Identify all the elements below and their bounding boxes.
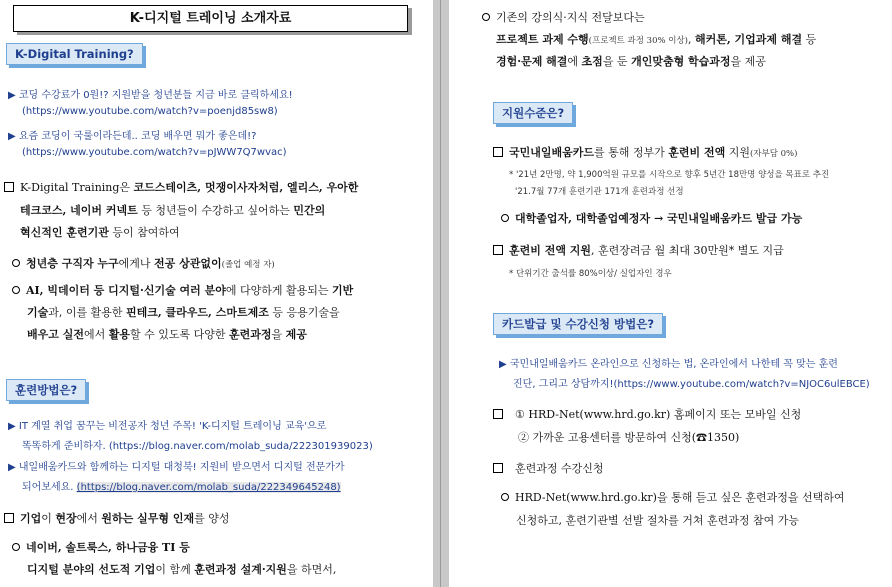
bullet-project-line3: 경험·문제 해결에 초점을 둔 개인맞춤형 학습과정을 제공 <box>496 55 766 68</box>
youtube-link-2[interactable]: ▶ 요즘 코딩이 국룰이라든데.. 코딩 배우면 뭐가 좋은데!? <box>8 131 257 142</box>
left-page <box>0 0 433 587</box>
bullet-companies: 네이버, 솔트룩스, 하나금융 TI 등 <box>12 539 190 555</box>
bullet-tech-line1: AI, 빅데이터 등 디지털·신기술 여러 분야에 다양하게 활용되는 기반 <box>12 282 353 298</box>
paragraph-intro-line3: 혁신적인 훈련기관 등이 참여하여 <box>20 226 180 239</box>
square-bullet-icon <box>493 147 503 157</box>
note-plan: * '21년 2만명, 약 1,900억원 규모를 시작으로 향후 5년간 18만명 양성을 목표로 추진 <box>509 170 830 180</box>
section-card-application: 카드발급 및 수강신청 방법은? <box>493 313 663 335</box>
blog-link-1-line2[interactable]: 똑똑하게 준비하자. (https://blog.naver.com/molab_suda/222301939023) <box>22 441 373 452</box>
circle-bullet-icon <box>12 286 20 294</box>
triangle-bullet-icon: ▶ <box>8 131 19 142</box>
youtube-link-1[interactable]: ▶ 코딩 수강료가 0원!? 지원받을 청년분들 지금 바로 클릭하세요! <box>8 90 293 101</box>
bullet-tech-line3: 배우고 실전에서 활용할 수 있도록 다양한 훈련과정을 제공 <box>27 328 307 341</box>
square-bullet-icon <box>493 409 503 419</box>
paragraph-card-support: 국민내일배움카드를 통해 정부가 훈련비 전액 지원(자부담 0%) <box>493 144 797 160</box>
circle-bullet-icon <box>482 13 490 21</box>
triangle-bullet-icon: ▶ <box>8 421 19 432</box>
paragraph-intro-line1: K-Digital Training은 코드스테이츠, 멋쟁이사자처럼, 엘리스, 우아한 <box>4 179 358 195</box>
section-support-level: 지원수준은? <box>493 102 573 124</box>
paragraph-intro-line2: 테크코스, 네이버 커넥트 등 청년들이 수강하고 싶어하는 민간의 <box>20 204 326 217</box>
youtube-url-2[interactable]: (https://www.youtube.com/watch?v=pJWW7Q7wvac) <box>22 147 287 158</box>
page-divider <box>440 0 441 587</box>
square-bullet-icon <box>493 463 503 473</box>
page-gutter <box>433 0 449 587</box>
paragraph-enterprise: 기업이 현장에서 원하는 실무형 인재를 양성 <box>4 510 229 526</box>
blog-url-2[interactable]: (https://blog.naver.com/molab_suda/222349645248) <box>76 482 341 493</box>
blog-link-2-line1[interactable]: ▶ 내일배움카드와 함께하는 디지털 대청북! 지원비 받으면서 디지털 전문가가 <box>8 462 345 473</box>
youtube-link-card-line1[interactable]: ▶ 국민내일배움카드 온라인으로 신청하는 법, 온라인에서 나한테 꼭 맞는 훈련 <box>499 359 838 370</box>
square-bullet-icon <box>4 513 14 523</box>
bullet-project-line2: 프로젝트 과제 수행(프로젝트 과정 30% 이상), 해커톤, 기업과제 해결 등 <box>496 33 817 46</box>
youtube-url-1[interactable]: (https://www.youtube.com/watch?v=poenjd85sw8) <box>22 106 278 117</box>
bullet-companies-line2: 디지털 분야의 선도적 기업이 함께 훈련과정 설계·지원을 하면서, <box>27 563 337 576</box>
triangle-bullet-icon: ▶ <box>8 90 19 101</box>
bullet-course-apply-line2: 신청하고, 훈련기관별 선발 절차를 거쳐 훈련과정 참여 가능 <box>516 514 799 527</box>
document-title: K-디지털 트레이닝 소개자료 <box>13 5 408 32</box>
circle-bullet-icon <box>12 259 20 267</box>
right-page <box>449 0 892 587</box>
youtube-link-card-line2[interactable]: 진단, 그리고 상담까지!(https://www.youtube.com/watch?v=NJOC6ulEBCE) <box>513 379 870 390</box>
blog-link-2-line2[interactable]: 되어보세요. (https://blog.naver.com/molab_suda/222349645248) <box>22 482 341 493</box>
section-kdt: K-Digital Training? <box>6 43 143 65</box>
bullet-tech-line2: 기술과, 이를 활용한 핀테크, 클라우드, 스마트제조 등 응용기술을 <box>27 306 340 319</box>
circle-bullet-icon <box>12 543 20 551</box>
bullet-eligibility: 대학졸업자, 대학졸업예정자 → 국민내일배움카드 발급 가능 <box>501 210 802 226</box>
paragraph-full-support: 훈련비 전액 지원, 훈련장려금 월 최대 30만원* 별도 지급 <box>493 242 784 258</box>
step-employment-center: ② 가까운 고용센터를 방문하여 신청(☎1350) <box>518 431 740 444</box>
circle-bullet-icon <box>501 493 509 501</box>
bullet-course-apply-line1: HRD-Net(www.hrd.go.kr)을 통해 듣고 싶은 훈련과정을 선택하여 <box>501 489 844 505</box>
triangle-bullet-icon: ▶ <box>8 462 19 473</box>
note-attendance: * 단위기간 출석률 80%이상/ 실업자인 경우 <box>509 269 672 279</box>
bullet-target: 청년층 구직자 누구에게나 전공 상관없이(졸업 예정 자) <box>12 255 275 271</box>
paragraph-course-apply: 훈련과정 수강신청 <box>493 460 604 476</box>
blog-link-1-line1[interactable]: ▶ IT 계열 취업 꿈꾸는 비전공자 청년 주목! 'K-디지털 트레이닝 교육'으로 <box>8 421 327 432</box>
square-bullet-icon <box>493 245 503 255</box>
section-training-method: 훈련방법은? <box>6 379 86 401</box>
note-selection: '21.7월 77개 훈련기관 171개 훈련과정 선정 <box>515 187 684 197</box>
circle-bullet-icon <box>501 214 509 222</box>
bullet-project-line1: 기존의 강의식·지식 전달보다는 <box>482 9 645 25</box>
square-bullet-icon <box>4 182 14 192</box>
triangle-bullet-icon: ▶ <box>499 359 510 370</box>
step-hrd-net: ① HRD-Net(www.hrd.go.kr) 홈페이지 또는 모바일 신청 <box>493 406 801 422</box>
